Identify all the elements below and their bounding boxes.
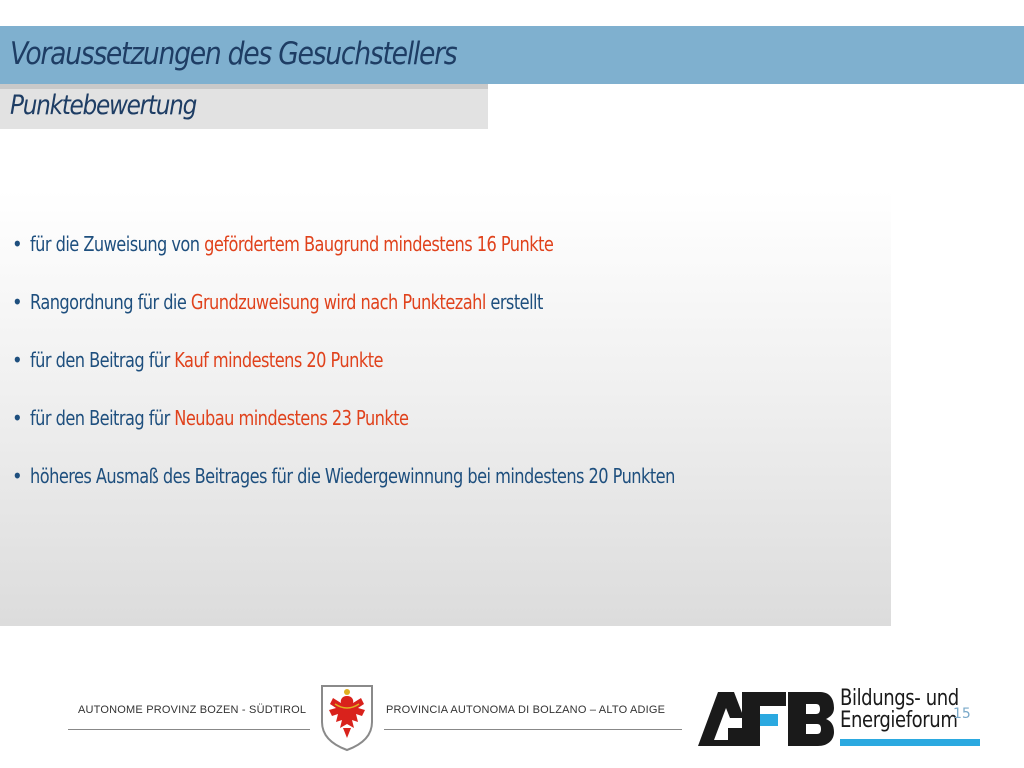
footer-divider-left bbox=[68, 729, 310, 730]
bullet-dot-icon: • bbox=[12, 464, 23, 488]
bullet-segment: für den Beitrag für bbox=[30, 406, 175, 430]
brand-line-2: Energieforum bbox=[840, 708, 958, 733]
bullet-text bbox=[30, 348, 383, 372]
bullet-dot-icon: • bbox=[12, 232, 23, 256]
bullet-item bbox=[12, 406, 746, 464]
bullet-segment: Rangordnung für die bbox=[30, 290, 191, 314]
footer-left-text: AUTONOME PROVINZ BOZEN - SÜDTIROL bbox=[78, 704, 307, 716]
brand-line-1: Bildungs- und bbox=[840, 686, 959, 711]
bullet-item bbox=[12, 464, 746, 522]
bullet-dot-icon: • bbox=[12, 406, 23, 430]
page-number: 15 bbox=[953, 706, 971, 722]
footer-divider-right bbox=[384, 729, 682, 730]
bullet-text bbox=[30, 464, 675, 488]
bullet-highlight: gefördertem Baugrund mindestens 16 Punkte bbox=[204, 232, 554, 256]
slide-subtitle: Punktebewertung bbox=[10, 90, 197, 121]
bullet-item bbox=[12, 348, 746, 406]
bullet-dot-icon: • bbox=[12, 290, 23, 314]
eagle-crest-icon bbox=[318, 682, 376, 752]
bullet-text bbox=[30, 406, 408, 430]
bullet-text bbox=[30, 232, 553, 256]
bullet-dot-icon: • bbox=[12, 348, 23, 372]
bullet-highlight: Grundzuweisung wird nach Punktezahl bbox=[190, 290, 486, 314]
bullet-item bbox=[12, 232, 746, 290]
bullet-highlight: Kauf mindestens 20 Punkte bbox=[174, 348, 383, 372]
afb-logo-icon bbox=[698, 688, 834, 748]
bullet-list bbox=[12, 232, 746, 522]
bullet-segment: für die Zuweisung von bbox=[30, 232, 205, 256]
bullet-segment: erstellt bbox=[485, 290, 543, 314]
footer-right-text: PROVINCIA AUTONOMA DI BOLZANO – ALTO ADIGE bbox=[386, 704, 666, 716]
bullet-segment: für den Beitrag für bbox=[30, 348, 175, 372]
bullet-text bbox=[30, 290, 543, 314]
bullet-item bbox=[12, 290, 746, 348]
brand-name bbox=[840, 688, 959, 732]
slide-title: Voraussetzungen des Gesuchstellers bbox=[10, 36, 457, 72]
bullet-highlight: Neubau mindestens 23 Punkte bbox=[174, 406, 409, 430]
bullet-segment: höheres Ausmaß des Beitrages für die Wiedergewinnung bei mindestens 20 Punkten bbox=[30, 464, 675, 488]
brand-underline bbox=[840, 739, 980, 746]
